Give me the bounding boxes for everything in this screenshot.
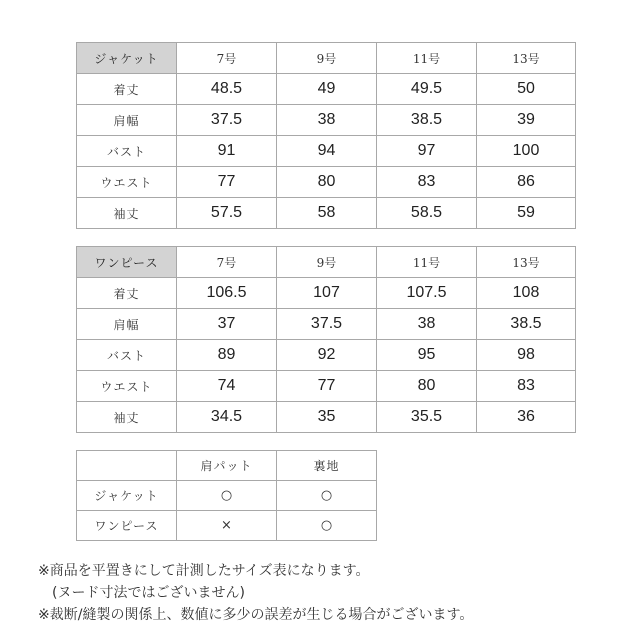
features-column-header: 裏地 xyxy=(277,451,377,481)
measurement-cell: 37.5 xyxy=(177,105,277,136)
table-row xyxy=(77,371,576,402)
note-line: ※商品を平置きにして計測したサイズ表になります。 xyxy=(38,563,370,579)
features-header-row xyxy=(77,451,377,481)
feature-mark: ○ xyxy=(177,481,277,511)
jacket-size-header: 9号 xyxy=(277,43,377,74)
note-line: ※裁断/縫製の関係上、数値に多少の誤差が生じる場合がございます。 xyxy=(38,607,474,623)
row-label: ワンピース xyxy=(77,511,177,541)
measurement-cell: 108 xyxy=(477,278,576,309)
measurement-cell: 50 xyxy=(477,74,576,105)
onepiece-size-header: 9号 xyxy=(277,247,377,278)
row-label: 肩幅 xyxy=(77,309,177,340)
measurement-cell: 77 xyxy=(177,167,277,198)
measurement-cell: 38 xyxy=(377,309,477,340)
jacket-size-header: 11号 xyxy=(377,43,477,74)
measurement-cell: 97 xyxy=(377,136,477,167)
table-row xyxy=(77,340,576,371)
measurement-cell: 98 xyxy=(477,340,576,371)
features-table xyxy=(76,450,377,541)
measurement-cell: 38.5 xyxy=(477,309,576,340)
jacket-size-table xyxy=(76,42,576,229)
row-label: 袖丈 xyxy=(77,198,177,229)
measurement-cell: 86 xyxy=(477,167,576,198)
table-row xyxy=(77,105,576,136)
row-label: 着丈 xyxy=(77,278,177,309)
row-label: バスト xyxy=(77,340,177,371)
measurement-cell: 95 xyxy=(377,340,477,371)
table-row xyxy=(77,511,377,541)
jacket-size-header: 7号 xyxy=(177,43,277,74)
onepiece-size-header: 11号 xyxy=(377,247,477,278)
jacket-header-row xyxy=(77,43,576,74)
notes-section xyxy=(38,560,628,626)
table-row xyxy=(77,402,576,433)
measurement-cell: 34.5 xyxy=(177,402,277,433)
measurement-cell: 80 xyxy=(377,371,477,402)
measurement-cell: 74 xyxy=(177,371,277,402)
note-line: (ヌード寸法ではございません) xyxy=(52,585,245,601)
measurement-cell: 37 xyxy=(177,309,277,340)
measurement-cell: 100 xyxy=(477,136,576,167)
measurement-cell: 77 xyxy=(277,371,377,402)
feature-mark: ○ xyxy=(277,481,377,511)
measurement-cell: 106.5 xyxy=(177,278,277,309)
table-row xyxy=(77,309,576,340)
table-row xyxy=(77,167,576,198)
row-label: ウエスト xyxy=(77,371,177,402)
table-row xyxy=(77,278,576,309)
row-label: 着丈 xyxy=(77,74,177,105)
onepiece-header-row xyxy=(77,247,576,278)
measurement-cell: 58 xyxy=(277,198,377,229)
measurement-cell: 36 xyxy=(477,402,576,433)
jacket-table-title: ジャケット xyxy=(77,43,177,74)
measurement-cell: 38 xyxy=(277,105,377,136)
measurement-cell: 83 xyxy=(477,371,576,402)
measurement-cell: 38.5 xyxy=(377,105,477,136)
features-corner-cell xyxy=(77,451,177,481)
measurement-cell: 92 xyxy=(277,340,377,371)
measurement-cell: 35.5 xyxy=(377,402,477,433)
table-row xyxy=(77,198,576,229)
measurement-cell: 57.5 xyxy=(177,198,277,229)
measurement-cell: 80 xyxy=(277,167,377,198)
table-row xyxy=(77,136,576,167)
onepiece-size-header: 7号 xyxy=(177,247,277,278)
measurement-cell: 37.5 xyxy=(277,309,377,340)
onepiece-size-header: 13号 xyxy=(477,247,576,278)
feature-mark: ○ xyxy=(277,511,377,541)
row-label: バスト xyxy=(77,136,177,167)
onepiece-size-table xyxy=(76,246,576,433)
row-label: 袖丈 xyxy=(77,402,177,433)
row-label: ウエスト xyxy=(77,167,177,198)
measurement-cell: 58.5 xyxy=(377,198,477,229)
measurement-cell: 35 xyxy=(277,402,377,433)
measurement-cell: 59 xyxy=(477,198,576,229)
measurement-cell: 89 xyxy=(177,340,277,371)
measurement-cell: 49.5 xyxy=(377,74,477,105)
table-row xyxy=(77,481,377,511)
features-column-header: 肩パット xyxy=(177,451,277,481)
measurement-cell: 91 xyxy=(177,136,277,167)
jacket-size-header: 13号 xyxy=(477,43,576,74)
row-label: 肩幅 xyxy=(77,105,177,136)
measurement-cell: 83 xyxy=(377,167,477,198)
row-label: ジャケット xyxy=(77,481,177,511)
measurement-cell: 49 xyxy=(277,74,377,105)
measurement-cell: 107.5 xyxy=(377,278,477,309)
table-row xyxy=(77,74,576,105)
measurement-cell: 39 xyxy=(477,105,576,136)
measurement-cell: 48.5 xyxy=(177,74,277,105)
measurement-cell: 94 xyxy=(277,136,377,167)
feature-mark: × xyxy=(177,511,277,541)
onepiece-table-title: ワンピース xyxy=(77,247,177,278)
measurement-cell: 107 xyxy=(277,278,377,309)
